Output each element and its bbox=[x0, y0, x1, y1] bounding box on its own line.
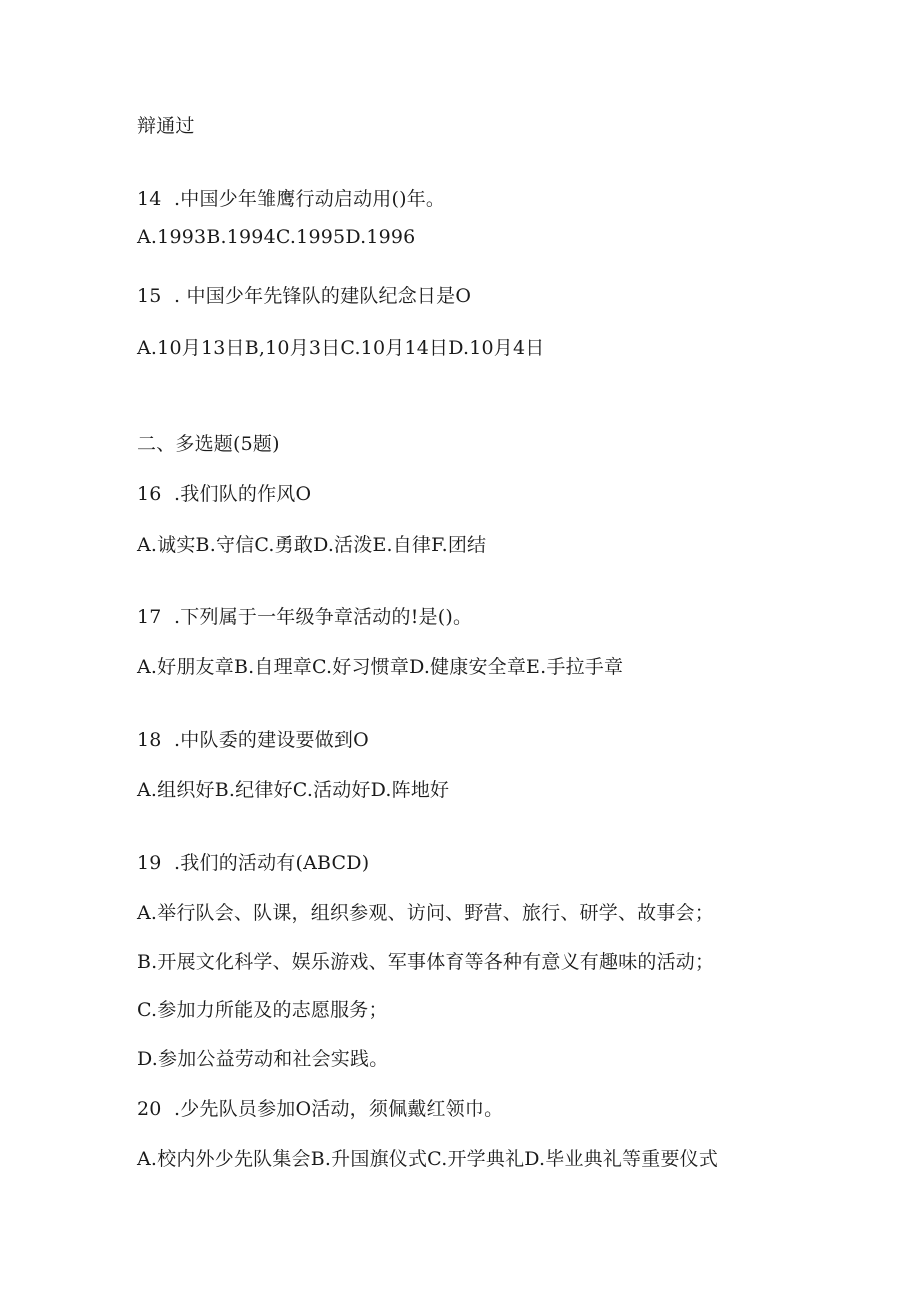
question-19-option-d: D.参加公益劳动和社会实践。 bbox=[137, 1048, 389, 1070]
question-19-option-c: C.参加力所能及的志愿服务； bbox=[137, 999, 388, 1021]
section-heading-multiple-choice: 二、多选题(5题) bbox=[137, 433, 280, 455]
question-18-options: A.组织好B.纪律好C.活动好D.阵地好 bbox=[137, 779, 450, 801]
question-19-option-b: B.开展文化科学、娱乐游戏、军事体育等各种有意义有趣味的活动； bbox=[137, 951, 715, 973]
question-17: 17 .下列属于一年级争章活动的!是()。 bbox=[137, 606, 473, 628]
question-16: 16 .我们队的作风O bbox=[137, 483, 312, 505]
question-20: 20 .少先队员参加O活动，须佩戴红领巾。 bbox=[137, 1098, 504, 1120]
question-20-options: A.校内外少先队集会B.升国旗仪式C.开学典礼D.毕业典礼等重要仪式 bbox=[137, 1148, 719, 1170]
question-16-options: A.诚实B.守信C.勇敢D.活泼E.自律F.团结 bbox=[137, 534, 487, 556]
question-14: 14 .中国少年雏鹰行动启动用()年。 bbox=[137, 188, 446, 210]
question-15: 15 . 中国少年先锋队的建队纪念日是O bbox=[137, 285, 472, 307]
question-15-options: A.10月13日B,10月3日C.10月14日D.10月4日 bbox=[137, 337, 545, 359]
text-line-continuation: 辩通过 bbox=[137, 115, 195, 137]
question-17-options: A.好朋友章B.自理章C.好习惯章D.健康安全章E.手拉手章 bbox=[137, 656, 624, 678]
question-18: 18 .中队委的建设要做到O bbox=[137, 729, 369, 751]
question-14-options: A.1993B.1994C.1995D.1996 bbox=[137, 226, 416, 248]
question-19-option-a: A.举行队会、队课，组织参观、访问、野营、旅行、研学、故事会； bbox=[137, 902, 714, 924]
question-19: 19 .我们的活动有(ABCD) bbox=[137, 852, 370, 874]
